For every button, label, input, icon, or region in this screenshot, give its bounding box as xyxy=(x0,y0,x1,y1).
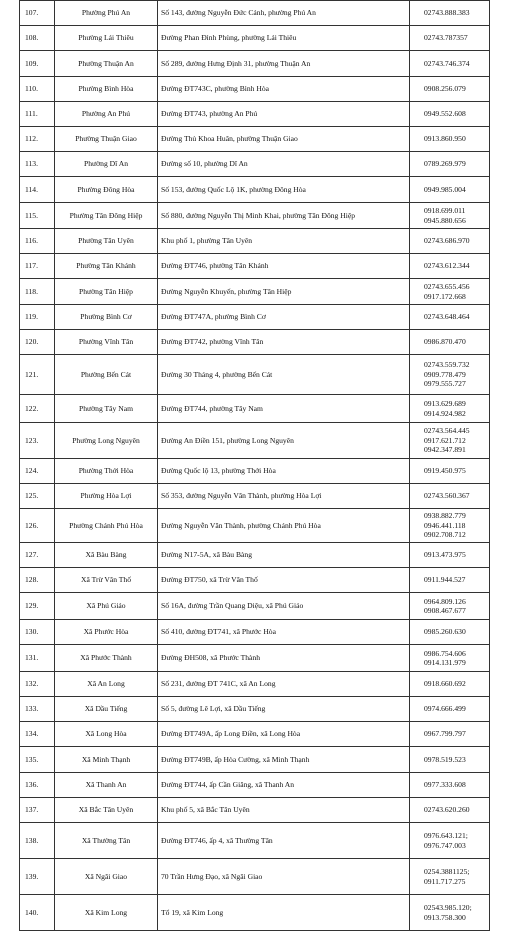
phone-number: 02743.655.456 xyxy=(424,282,470,292)
row-number: 123. xyxy=(20,423,55,459)
row-number: 129. xyxy=(20,593,55,620)
phone-number: 02743.888.383 xyxy=(424,8,470,18)
table-row xyxy=(20,895,490,931)
phone-number: 0976.747.003 xyxy=(424,840,466,850)
row-number: 127. xyxy=(20,543,55,568)
address: Khu phố 5, xã Bắc Tân Uyên xyxy=(158,798,410,823)
unit-name: Phường An Phú xyxy=(55,102,158,127)
row-number: 133. xyxy=(20,697,55,722)
unit-name: Xã An Long xyxy=(55,672,158,697)
table-row xyxy=(20,279,490,305)
phone-cell xyxy=(410,773,490,798)
row-number: 119. xyxy=(20,305,55,330)
phone-cell xyxy=(410,279,490,305)
row-number: 128. xyxy=(20,568,55,593)
address: Đường ĐT746, ấp 4, xã Thường Tân xyxy=(158,823,410,859)
address: Đường số 10, phường Dĩ An xyxy=(158,152,410,177)
phone-cell xyxy=(410,395,490,423)
unit-name: Phường Bình Hòa xyxy=(55,77,158,102)
phone-number: 0985.260.630 xyxy=(424,627,466,637)
phone-number: 0946.441.118 xyxy=(424,520,466,530)
row-number: 140. xyxy=(20,895,55,931)
unit-name: Xã Minh Thạnh xyxy=(55,747,158,773)
unit-name: Xã Bắc Tân Uyên xyxy=(55,798,158,823)
unit-name: Xã Thanh An xyxy=(55,773,158,798)
table-row xyxy=(20,26,490,51)
table-row xyxy=(20,51,490,77)
phone-number: 0979.555.727 xyxy=(424,379,466,389)
address: Đường N17-5A, xã Bàu Bàng xyxy=(158,543,410,568)
unit-name: Xã Phước Thành xyxy=(55,645,158,672)
address: Tổ 19, xã Kim Long xyxy=(158,895,410,931)
row-number: 131. xyxy=(20,645,55,672)
row-number: 118. xyxy=(20,279,55,305)
phone-number: 02543.985.120; xyxy=(424,903,472,913)
phone-number: 0913.758.300 xyxy=(424,912,466,922)
row-number: 108. xyxy=(20,26,55,51)
unit-name: Xã Thường Tân xyxy=(55,823,158,859)
address: Đường 30 Tháng 4, phường Bến Cát xyxy=(158,355,410,395)
phone-number: 0909.778.479 xyxy=(424,369,466,379)
phone-number: 0986.870.470 xyxy=(424,337,466,347)
unit-name: Phường Long Nguyên xyxy=(55,423,158,459)
table-row xyxy=(20,177,490,203)
phone-number: 0976.643.121; xyxy=(424,831,468,841)
row-number: 120. xyxy=(20,330,55,355)
address: Đường An Điền 151, phường Long Nguyên xyxy=(158,423,410,459)
phone-number: 02743.559.732 xyxy=(424,360,470,370)
phone-number: 02743.564.445 xyxy=(424,426,470,436)
unit-name: Phường Lái Thiêu xyxy=(55,26,158,51)
phone-cell xyxy=(410,484,490,509)
phone-number: 0977.333.608 xyxy=(424,780,466,790)
address: Đường ĐT744, ấp Cần Giăng, xã Thanh An xyxy=(158,773,410,798)
phone-cell xyxy=(410,722,490,747)
table-row xyxy=(20,484,490,509)
table-row xyxy=(20,620,490,645)
table-row xyxy=(20,798,490,823)
row-number: 138. xyxy=(20,823,55,859)
phone-number: 0789.269.979 xyxy=(424,159,466,169)
table-row xyxy=(20,305,490,330)
phone-number: 0945.880.656 xyxy=(424,215,466,225)
phone-number: 0919.450.975 xyxy=(424,466,466,476)
phone-number: 0911.944.527 xyxy=(424,575,466,585)
table-row xyxy=(20,645,490,672)
phone-number: 02743.560.367 xyxy=(424,491,470,501)
phone-cell xyxy=(410,593,490,620)
row-number: 109. xyxy=(20,51,55,77)
unit-name: Phường Tân Hiệp xyxy=(55,279,158,305)
table-row xyxy=(20,395,490,423)
address: Số 289, đường Hưng Định 31, phường Thuận An xyxy=(158,51,410,77)
table-row xyxy=(20,355,490,395)
row-number: 132. xyxy=(20,672,55,697)
address: Số 16A, đường Trần Quang Diệu, xã Phú Giáo xyxy=(158,593,410,620)
phone-cell xyxy=(410,697,490,722)
row-number: 130. xyxy=(20,620,55,645)
phone-cell xyxy=(410,330,490,355)
unit-name: Phường Đông Hòa xyxy=(55,177,158,203)
unit-name: Phường Tân Khánh xyxy=(55,254,158,279)
row-number: 115. xyxy=(20,203,55,229)
table-row xyxy=(20,1,490,26)
table-row xyxy=(20,823,490,859)
phone-number: 0917.621.712 xyxy=(424,435,466,445)
table-row xyxy=(20,152,490,177)
row-number: 126. xyxy=(20,509,55,543)
phone-cell xyxy=(410,798,490,823)
table-row xyxy=(20,593,490,620)
unit-name: Phường Tây Nam xyxy=(55,395,158,423)
phone-number: 0918.699.011 xyxy=(424,206,466,216)
address: Khu phố 1, phường Tân Uyên xyxy=(158,229,410,254)
table-row xyxy=(20,859,490,895)
phone-cell xyxy=(410,747,490,773)
unit-name: Phường Thuận An xyxy=(55,51,158,77)
phone-cell xyxy=(410,305,490,330)
row-number: 112. xyxy=(20,127,55,152)
phone-number: 0914.924.982 xyxy=(424,408,466,418)
unit-name: Xã Phú Giáo xyxy=(55,593,158,620)
phone-cell xyxy=(410,102,490,127)
phone-cell xyxy=(410,77,490,102)
unit-name: Phường Hòa Lợi xyxy=(55,484,158,509)
phone-number: 0913.629.689 xyxy=(424,399,466,409)
phone-number: 0908.256.079 xyxy=(424,84,466,94)
row-number: 117. xyxy=(20,254,55,279)
phone-cell xyxy=(410,895,490,931)
row-number: 116. xyxy=(20,229,55,254)
phone-cell xyxy=(410,568,490,593)
unit-name: Phường Tân Đông Hiệp xyxy=(55,203,158,229)
phone-cell xyxy=(410,543,490,568)
phone-cell xyxy=(410,423,490,459)
phone-cell xyxy=(410,620,490,645)
phone-number: 0964.809.126 xyxy=(424,596,466,606)
address: Đường ĐT747A, phường Bình Cơ xyxy=(158,305,410,330)
address: Đường Quốc lộ 13, phường Thới Hòa xyxy=(158,459,410,484)
address: Đường ĐT743, phường An Phú xyxy=(158,102,410,127)
table-row xyxy=(20,722,490,747)
unit-name: Phường Dĩ An xyxy=(55,152,158,177)
unit-name: Xã Bàu Bàng xyxy=(55,543,158,568)
row-number: 110. xyxy=(20,77,55,102)
table-row xyxy=(20,509,490,543)
address: 70 Trần Hưng Đạo, xã Ngãi Giao xyxy=(158,859,410,895)
row-number: 121. xyxy=(20,355,55,395)
phone-cell xyxy=(410,672,490,697)
phone-number: 0938.882.779 xyxy=(424,511,466,521)
unit-name: Phường Chánh Phú Hòa xyxy=(55,509,158,543)
unit-name: Xã Dầu Tiếng xyxy=(55,697,158,722)
address: Đường Nguyễn Khuyến, phường Tân Hiệp xyxy=(158,279,410,305)
table-row xyxy=(20,773,490,798)
row-number: 107. xyxy=(20,1,55,26)
row-number: 122. xyxy=(20,395,55,423)
row-number: 111. xyxy=(20,102,55,127)
phone-number: 02743.620.260 xyxy=(424,805,470,815)
phone-number: 0942.347.891 xyxy=(424,445,466,455)
phone-number: 0949.985.004 xyxy=(424,184,466,194)
phone-number: 0917.172.668 xyxy=(424,291,466,301)
table-row xyxy=(20,330,490,355)
unit-name: Phường Tân Uyên xyxy=(55,229,158,254)
unit-name: Xã Phước Hòa xyxy=(55,620,158,645)
phone-number: 02743.746.374 xyxy=(424,58,470,68)
unit-name: Xã Ngãi Giao xyxy=(55,859,158,895)
phone-number: 0986.754.606 xyxy=(424,648,466,658)
contact-table xyxy=(19,0,490,931)
unit-name: Xã Kim Long xyxy=(55,895,158,931)
address: Đường ĐT744, phường Tây Nam xyxy=(158,395,410,423)
unit-name: Xã Long Hòa xyxy=(55,722,158,747)
address: Đường Thủ Khoa Huân, phường Thuận Giao xyxy=(158,127,410,152)
unit-name: Phường Vĩnh Tân xyxy=(55,330,158,355)
phone-number: 02743.612.344 xyxy=(424,261,470,271)
phone-cell xyxy=(410,203,490,229)
phone-number: 0978.519.523 xyxy=(424,754,466,764)
table-row xyxy=(20,747,490,773)
phone-number: 0908.467.677 xyxy=(424,606,466,615)
row-number: 139. xyxy=(20,859,55,895)
phone-number: 02743.686.970 xyxy=(424,236,470,246)
unit-name: Phường Thới Hòa xyxy=(55,459,158,484)
phone-number: 02743.787357 xyxy=(424,33,468,43)
address: Đường ĐT749B, ấp Hòa Cường, xã Minh Thạnh xyxy=(158,747,410,773)
phone-cell xyxy=(410,229,490,254)
phone-number: 0254.3881125; xyxy=(424,867,470,877)
unit-name: Phường Phú An xyxy=(55,1,158,26)
row-number: 125. xyxy=(20,484,55,509)
phone-number: 0902.708.712 xyxy=(424,530,466,540)
phone-cell xyxy=(410,823,490,859)
unit-name: Phường Thuận Giao xyxy=(55,127,158,152)
address: Đường ĐH508, xã Phước Thành xyxy=(158,645,410,672)
address: Số 5, đường Lê Lợi, xã Dầu Tiếng xyxy=(158,697,410,722)
address: Số 231, đường ĐT 741C, xã An Long xyxy=(158,672,410,697)
row-number: 137. xyxy=(20,798,55,823)
address: Đường ĐT750, xã Trừ Văn Thố xyxy=(158,568,410,593)
address: Số 880, đường Nguyễn Thị Minh Khai, phường Tân Đông Hiệp xyxy=(158,203,410,229)
address: Đường ĐT749A, ấp Long Điền, xã Long Hòa xyxy=(158,722,410,747)
table-row xyxy=(20,127,490,152)
phone-number: 0918.660.692 xyxy=(424,679,466,689)
phone-cell xyxy=(410,509,490,543)
address: Số 410, đường ĐT741, xã Phước Hòa xyxy=(158,620,410,645)
table-row xyxy=(20,254,490,279)
address: Đường ĐT742, phường Vĩnh Tân xyxy=(158,330,410,355)
table-row xyxy=(20,229,490,254)
phone-cell xyxy=(410,1,490,26)
table-row xyxy=(20,77,490,102)
phone-number: 0914.131.979 xyxy=(424,658,466,667)
phone-cell xyxy=(410,459,490,484)
phone-cell xyxy=(410,254,490,279)
table-body xyxy=(20,1,490,931)
table-row xyxy=(20,672,490,697)
row-number: 114. xyxy=(20,177,55,203)
phone-number: 0913.473.975 xyxy=(424,550,466,560)
unit-name: Phường Bến Cát xyxy=(55,355,158,395)
phone-cell xyxy=(410,26,490,51)
phone-cell xyxy=(410,355,490,395)
table-row xyxy=(20,568,490,593)
row-number: 135. xyxy=(20,747,55,773)
row-number: 113. xyxy=(20,152,55,177)
row-number: 124. xyxy=(20,459,55,484)
address: Số 143, đường Nguyễn Đức Cảnh, phường Phú An xyxy=(158,1,410,26)
phone-number: 0949.552.608 xyxy=(424,109,466,119)
address: Đường Phan Đình Phùng, phường Lái Thiêu xyxy=(158,26,410,51)
row-number: 136. xyxy=(20,773,55,798)
address: Đường ĐT746, phường Tân Khánh xyxy=(158,254,410,279)
phone-number: 0967.799.797 xyxy=(424,729,466,739)
address: Số 153, đường Quốc Lộ 1K, phường Đông Hòa xyxy=(158,177,410,203)
phone-cell xyxy=(410,127,490,152)
table-row xyxy=(20,459,490,484)
table-row xyxy=(20,102,490,127)
phone-number: 0913.860.950 xyxy=(424,134,466,144)
phone-number: 0974.666.499 xyxy=(424,704,466,714)
address: Đường ĐT743C, phường Bình Hòa xyxy=(158,77,410,102)
address: Số 353, đường Nguyễn Văn Thành, phường Hòa Lợi xyxy=(158,484,410,509)
phone-number: 02743.648.464 xyxy=(424,312,470,322)
table-row xyxy=(20,543,490,568)
table-row xyxy=(20,423,490,459)
row-number: 134. xyxy=(20,722,55,747)
table-row xyxy=(20,697,490,722)
address: Đường Nguyễn Văn Thành, phường Chánh Phú Hòa xyxy=(158,509,410,543)
table-row xyxy=(20,203,490,229)
unit-name: Xã Trừ Văn Thố xyxy=(55,568,158,593)
phone-cell xyxy=(410,645,490,672)
unit-name: Phường Bình Cơ xyxy=(55,305,158,330)
phone-cell xyxy=(410,51,490,77)
phone-cell xyxy=(410,152,490,177)
phone-cell xyxy=(410,177,490,203)
phone-cell xyxy=(410,859,490,895)
phone-number: 0911.717.275 xyxy=(424,876,466,886)
